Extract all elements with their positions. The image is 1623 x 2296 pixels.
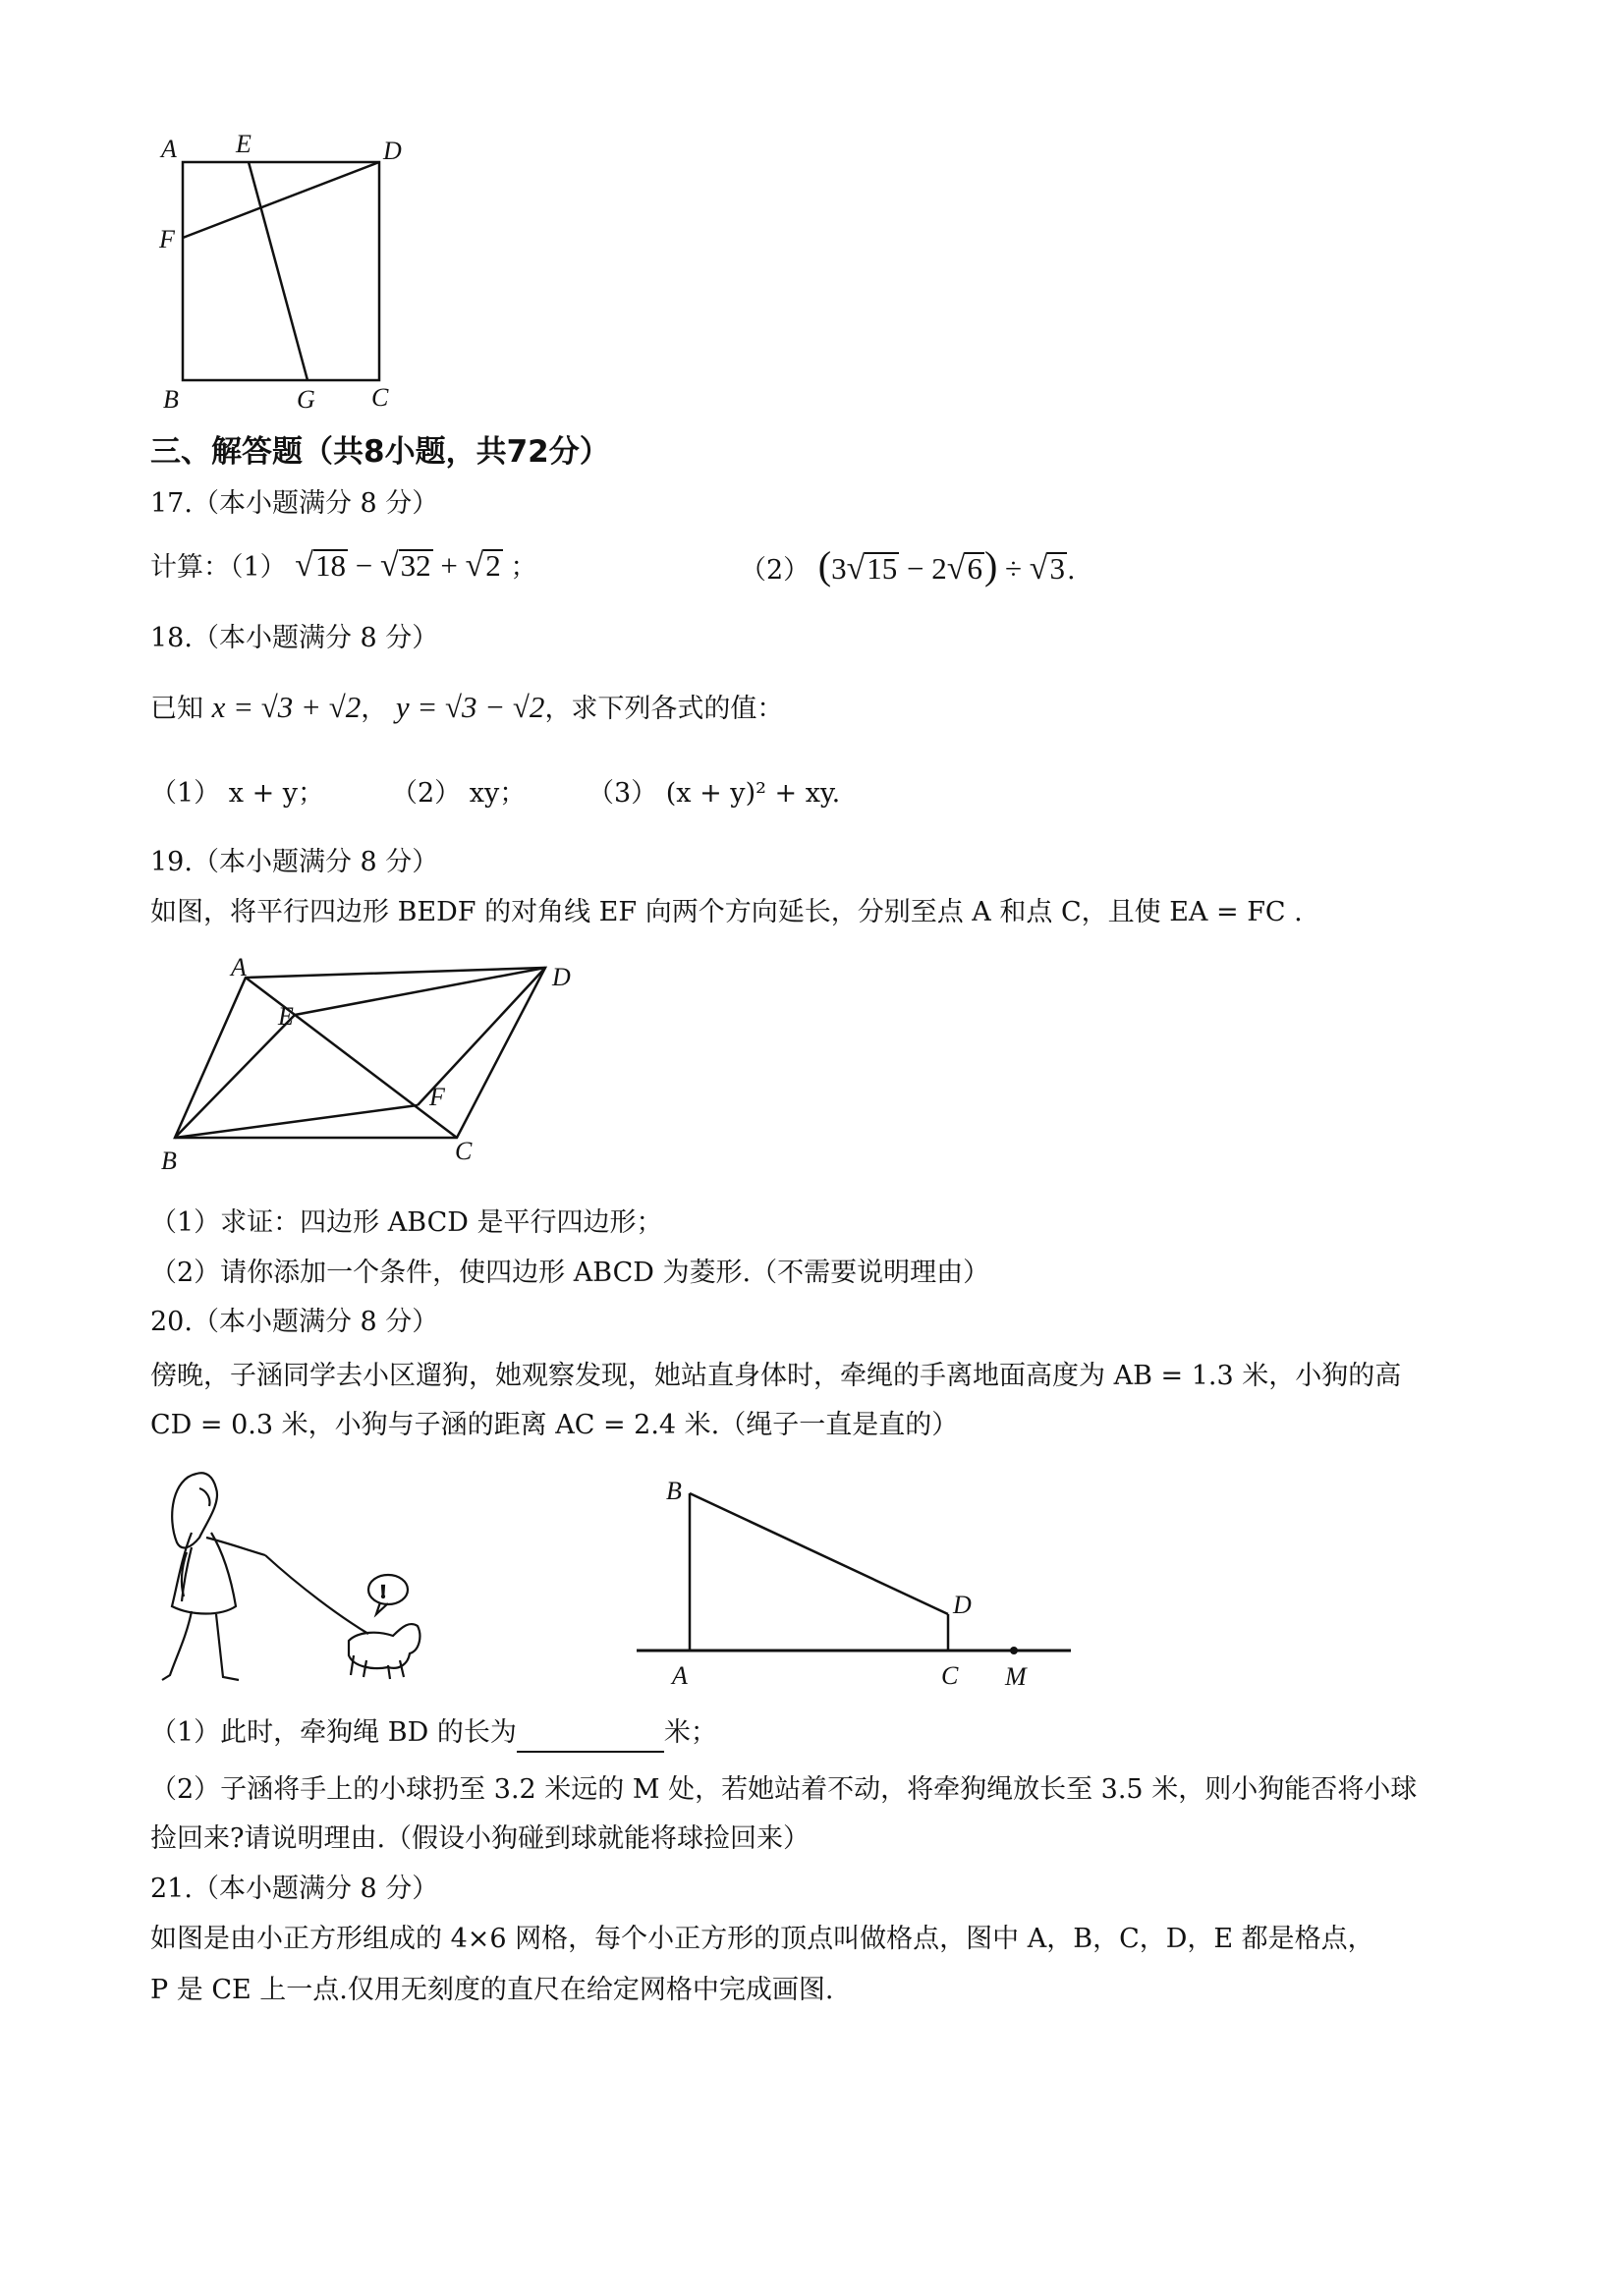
q18-part1: （1） x + y；	[150, 778, 325, 809]
segment-eg	[249, 162, 308, 380]
q17-line: 计算：（1） √18 − √32 + √2 ；	[150, 547, 537, 584]
point-m	[1010, 1647, 1018, 1654]
label-f: F	[429, 1083, 445, 1111]
seg-be	[175, 1015, 295, 1138]
svg-text:!: !	[380, 1582, 386, 1601]
q18-lead: 已知	[150, 694, 203, 724]
q17-part2-label: （2）	[740, 555, 811, 586]
q21-line2: P 是 CE 上一点.仅用无刻度的直尺在给定网格中完成画图.	[150, 1975, 834, 2005]
label-a: A	[231, 958, 247, 981]
q20-header: 20.（本小题满分 8 分）	[150, 1307, 439, 1337]
q20-part1	[150, 1713, 717, 1753]
q17-prefix: 计算：（1）	[150, 552, 287, 583]
label-m: M	[1005, 1662, 1027, 1691]
q18-part2: （2） xy；	[391, 778, 527, 809]
section-title: 三、解答题（共8小题，共72分）	[150, 434, 610, 470]
q18-y-expr: y = √3 − √2	[395, 690, 545, 724]
q18-tail: ，求下列各式的值：	[544, 694, 784, 724]
q18-x-expr: x = √3 + √2	[211, 690, 362, 724]
q17-p1-end: ；	[510, 552, 537, 583]
rope-figure	[629, 1464, 1091, 1700]
q17-part2: （2） (3√15 − 2√6) ÷ √3.	[740, 543, 1076, 588]
q19-part1: （1）求证：四边形 ABCD 是平行四边形；	[150, 1207, 663, 1238]
q17-p1-c: 2	[485, 548, 501, 583]
q17-p1-op1: −	[355, 548, 373, 583]
q21-header: 21.（本小题满分 8 分）	[150, 1874, 439, 1904]
q17-p2-div: ÷	[1005, 551, 1023, 586]
seg-fb	[175, 1105, 418, 1138]
label-c: C	[371, 383, 389, 412]
q20-part2-line1: （2）子涵将手上的小球扔至 3.2 米远的 M 处，若她站着不动，将牵狗绳放长至 3.5 米，则小狗能否将小球	[150, 1774, 1418, 1805]
q17-p2-r1: 15	[867, 551, 898, 586]
label-e: E	[236, 130, 252, 158]
label-g: G	[297, 385, 315, 414]
label-b: B	[161, 1147, 177, 1175]
label-d: D	[552, 963, 571, 991]
q19-header: 19.（本小题满分 8 分）	[150, 847, 439, 877]
label-d: D	[383, 137, 402, 165]
label-b: B	[163, 385, 179, 414]
q20-line1: 傍晚，子涵同学去小区遛狗，她观察发现，她站直身体时，牵绳的手离地面高度为 AB = 1.3 米，小狗的高	[150, 1361, 1402, 1391]
label-f: F	[159, 225, 175, 253]
q17-p2-r3: 3	[1049, 551, 1065, 586]
q17-p2-r2: 6	[967, 551, 982, 586]
square-abcd	[183, 162, 379, 380]
label-c: C	[941, 1661, 959, 1690]
q17-p2-op: −	[907, 551, 924, 586]
q17-p2-coef1: 3	[831, 551, 847, 586]
q18-header: 18.（本小题满分 8 分）	[150, 623, 439, 653]
label-b: B	[666, 1477, 682, 1505]
q19-text: 如图，将平行四边形 BEDF 的对角线 EF 向两个方向延长，分别至点 A 和点 C，且使 EA = FC .	[150, 897, 1303, 927]
q20-part2-line2: 捡回来?请说明理由.（假设小狗碰到球就能将球捡回来）	[150, 1823, 811, 1854]
label-a: A	[161, 135, 177, 163]
q17-p1-a: 18	[314, 548, 346, 583]
q19-part2: （2）请你添加一个条件，使四边形 ABCD 为菱形.（不需要说明理由）	[150, 1258, 990, 1288]
q20-line2: CD = 0.3 米，小狗与子涵的距离 AC = 2.4 米.（绳子一直是直的）	[150, 1410, 959, 1440]
girl-dog-illustration	[152, 1459, 467, 1695]
q17-p1-b: 32	[400, 548, 431, 583]
parallelogram-figure	[147, 958, 599, 1184]
q17-p2-coef2: 2	[931, 551, 947, 586]
q18-part3: （3） (x + y)² + xy.	[588, 778, 841, 809]
segment-fd	[183, 162, 379, 238]
label-e: E	[278, 1002, 294, 1031]
q20-part1-unit: 米；	[663, 1717, 717, 1748]
q18-line: 已知 x = √3 + √2， y = √3 − √2，求下列各式的值：	[150, 690, 784, 724]
q17-p1-op2: +	[440, 548, 458, 583]
q21-line1: 如图是由小正方形组成的 4×6 网格，每个小正方形的顶点叫做格点，图中 A，B，C，D，E 都是格点，	[150, 1924, 1374, 1954]
square-figure	[147, 128, 422, 422]
label-a: A	[672, 1661, 688, 1690]
label-c: C	[455, 1137, 473, 1165]
q17-p2-end: .	[1066, 555, 1076, 586]
q20-part1-text: （1）此时，牵狗绳 BD 的长为	[150, 1717, 517, 1748]
segment-bd	[690, 1493, 948, 1614]
q17-header: 17.（本小题满分 8 分）	[150, 488, 439, 519]
label-d: D	[953, 1591, 972, 1619]
answer-blank[interactable]	[517, 1723, 664, 1753]
